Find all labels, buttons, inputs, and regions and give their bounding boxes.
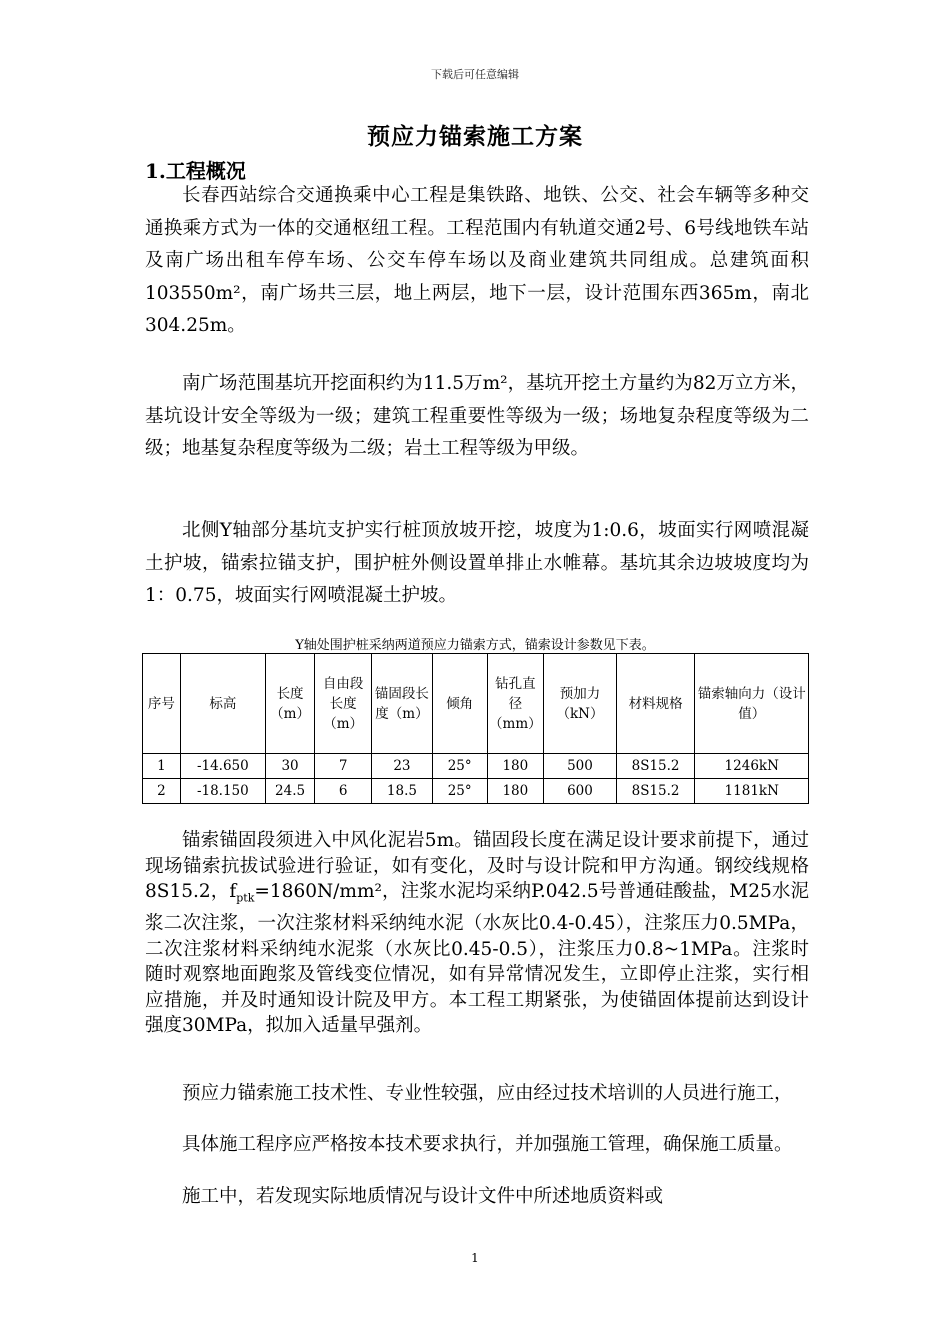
table-cell: 1181kN xyxy=(695,779,809,804)
paragraph-overview: 长春西站综合交通换乘中心工程是集铁路、地铁、公交、社会车辆等多种交通换乘方式为一体的交通枢纽工程。工程范围内有轨道交通2号、6号线地铁车站及南广场出租车停车场、公交车停车场以及商业建筑共同组成。总建筑面积103550m²，南广场共三层，地上两层，地下一层，设计范围东西365m，南北304.25m。 xyxy=(145,185,809,336)
header-cell: 标高 xyxy=(180,654,265,754)
anchor-parameter-table xyxy=(142,653,809,804)
header-cell: 材料规格 xyxy=(616,654,695,754)
table-header-row xyxy=(143,654,809,754)
table-cell: -14.650 xyxy=(180,754,265,779)
header-cell: 锚固段长度（m） xyxy=(371,654,432,754)
header-cell: 长度（m） xyxy=(265,654,314,754)
header-cell: 锚索轴向力（设计值） xyxy=(695,654,809,754)
header-cell: 钻孔直径（mm） xyxy=(487,654,544,754)
header-cell: 预加力（kN） xyxy=(544,654,616,754)
table-cell: 8S15.2 xyxy=(616,754,695,779)
paragraph-personnel: 预应力锚索施工技术性、专业性较强，应由经过技术培训的人员进行施工， xyxy=(182,1083,793,1104)
table-cell: 1 xyxy=(143,754,181,779)
paragraph-anchor-spec xyxy=(145,828,809,1039)
header-cell: 自由段长度（m） xyxy=(315,654,372,754)
table-row xyxy=(143,779,809,804)
section-heading: 1.工程概况 xyxy=(145,159,246,183)
anchor-spec-subscript: ptk xyxy=(236,891,255,905)
anchor-spec-text-a: 锚索锚固段须进入中风化泥岩5m。锚固段长度在满足设计要求前提下，通过现场锚索抗拔试验进行验证，如有变化，及时与设计院和甲方沟通。钢绞线规格8S15.2，f xyxy=(145,830,809,902)
table-cell: 180 xyxy=(487,779,544,804)
table-cell: 1246kN xyxy=(695,754,809,779)
header-cell: 序号 xyxy=(143,654,181,754)
paragraph-geology: 施工中，若发现实际地质情况与设计文件中所述地质资料或 xyxy=(182,1186,664,1207)
paragraph-procedure: 具体施工程序应严格按本技术要求执行，并加强施工管理，确保施工质量。 xyxy=(182,1134,793,1155)
table-cell: 18.5 xyxy=(371,779,432,804)
table-cell: 180 xyxy=(487,754,544,779)
document-title: 预应力锚索施工方案 xyxy=(367,123,583,150)
table-cell: 23 xyxy=(371,754,432,779)
table-cell: 600 xyxy=(544,779,616,804)
header-note: 下载后可任意编辑 xyxy=(431,68,519,81)
table-cell: 6 xyxy=(315,779,372,804)
anchor-spec-text-b: =1860N/mm²，注浆水泥均采纳P.042.5号普通硅酸盐，M25水泥浆二次注浆，一次注浆材料采纳纯水泥（水灰比0.4-0.45），注浆压力0.5MPa，二次注浆材料采纳纯水泥浆（水灰比0.45-0.5），注浆压力0.8~1MPa。注浆时随时观察地面跑浆及管线变位情况，如有异常情况发生，立即停止注浆，实行相应措施，并及时通知设计院及甲方。本工程工期紧张，为使锚固体提前达到设计强度30MPa，拟加入适量早强剂。 xyxy=(145,881,810,1037)
table-cell: 25° xyxy=(432,779,487,804)
table-caption: Y轴处围护桩采纳两道预应力锚索方式，锚索设计参数见下表。 xyxy=(295,638,655,653)
table-cell: 500 xyxy=(544,754,616,779)
page-number: 1 xyxy=(471,1251,479,1265)
table-cell: 8S15.2 xyxy=(616,779,695,804)
header-cell: 倾角 xyxy=(432,654,487,754)
paragraph-excavation: 南广场范围基坑开挖面积约为11.5万m²，基坑开挖土方量约为82万立方米，基坑设计安全等级为一级；建筑工程重要性等级为一级；场地复杂程度等级为二级；地基复杂程度等级为二级；岩土工程等级为甲级。 xyxy=(145,373,809,459)
table-row xyxy=(143,754,809,779)
table-cell: -18.150 xyxy=(180,779,265,804)
table-cell: 24.5 xyxy=(265,779,314,804)
table-cell: 25° xyxy=(432,754,487,779)
paragraph-slope: 北侧Y轴部分基坑支护实行桩顶放坡开挖，坡度为1:0.6，坡面实行网喷混凝土护坡，锚索拉锚支护，围护桩外侧设置单排止水帷幕。基坑其余边坡坡度均为1：0.75，坡面实行网喷混凝土护坡。 xyxy=(145,520,809,606)
table-cell: 2 xyxy=(143,779,181,804)
table-cell: 7 xyxy=(315,754,372,779)
table-cell: 30 xyxy=(265,754,314,779)
